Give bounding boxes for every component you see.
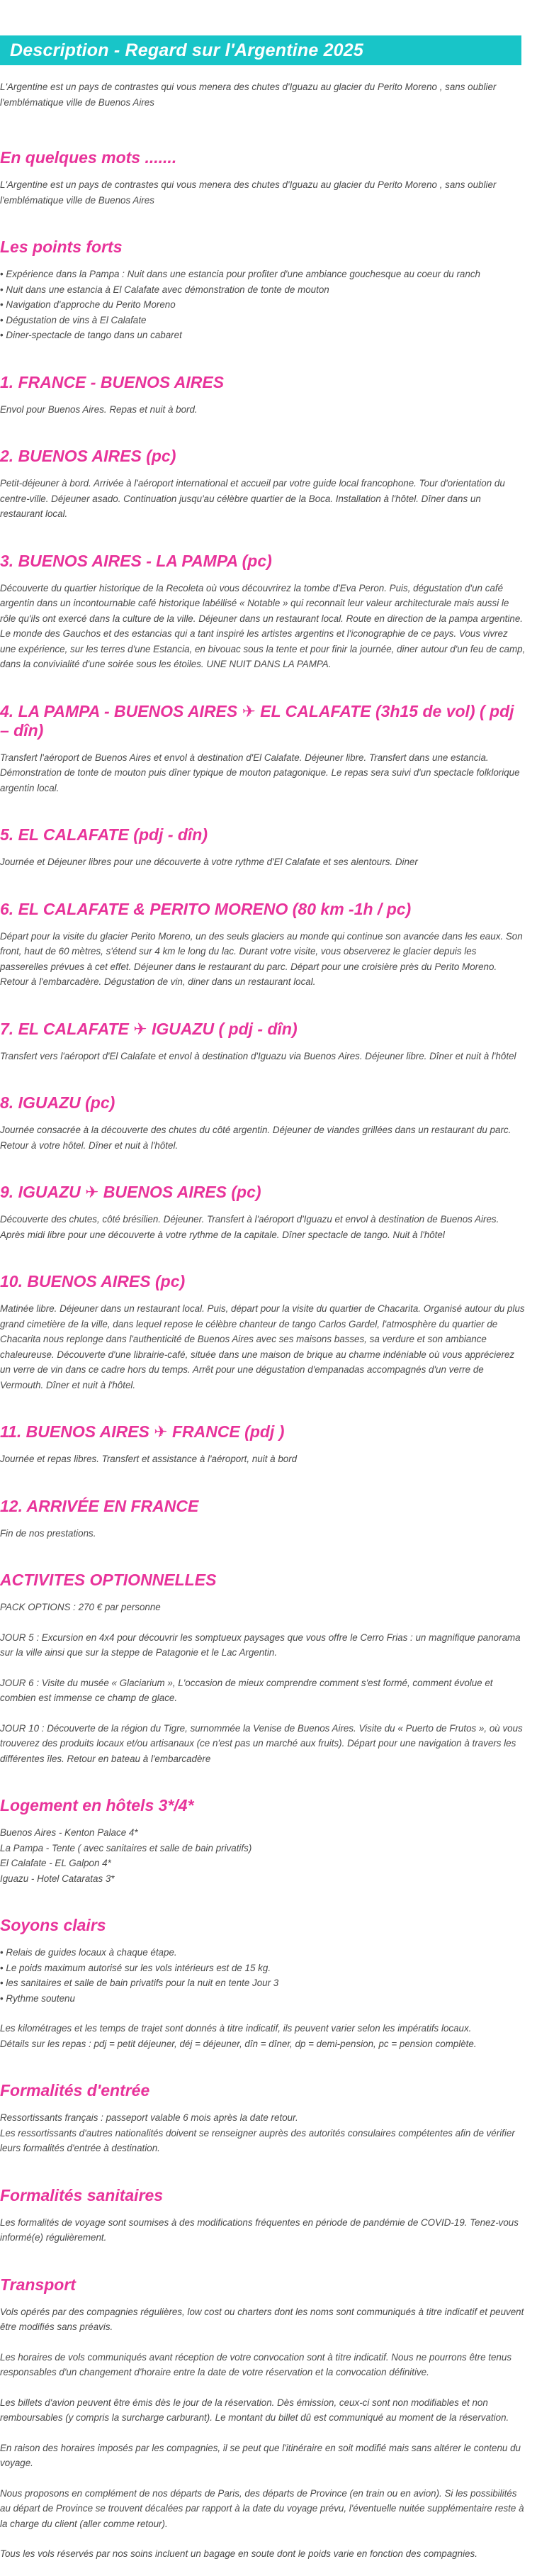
- logement-line: Buenos Aires - Kenton Palace 4*: [0, 1827, 138, 1838]
- section-title-points-forts: Les points forts: [0, 238, 123, 256]
- day-text: Transfert vers l'aéroport d'El Calafate et envol à destination d'Iguazu via Buenos Aires. Déjeuner libre. Dîner et nuit à l'hôtel: [0, 1050, 516, 1061]
- list-item: • Rythme soutenu: [0, 1991, 526, 2007]
- formalites-sanitaires-text: Les formalités de voyage sont soumises à des modifications fréquentes en période de pandémie de COVID-19. Tenez-vous informé(e) régulièrement.: [0, 2217, 519, 2243]
- day-text: Petit-déjeuner à bord. Arrivée à l'aéroport international et accueil par votre guide local francophone. Tour d'orientation du centre-ville. Déjeuner asado. Continuation jusqu'au célèbre quartier de la Boca. Installation à l'hôtel. Dîner dans un restaurant local.: [0, 478, 505, 519]
- title-banner: [0, 35, 521, 65]
- transport-paragraph: Les billets d'avion peuvent être émis dès le jour de la réservation. Dès émission, ceux-ci sont non modifiables et non remboursables (y compris la surcharge carburant). Le montant du billet dû est communiqué au moment de la réservation.: [0, 2397, 509, 2423]
- list-item: • Expérience dans la Pampa : Nuit dans une estancia pour profiter d'une ambiance gouchesque au coeur du ranch: [0, 267, 526, 282]
- day-title: 4. LA PAMPA - BUENOS AIRES ✈ EL CALAFATE (3h15 de vol) ( pdj – dîn): [0, 701, 514, 740]
- section-title-formalites-sanitaires: Formalités sanitaires: [0, 2185, 164, 2204]
- day-text: Découverte du quartier historique de la Recoleta où vous découvrirez la tombe d'Eva Peron. Puis, dégustation d'un café argentin dans un incontournable café historique labéllisé « Notable » qui reconnait leur valeur architecturale mais aussi le rôle qu'ils ont exercé dans la culture de la ville. Déjeuner dans un restaurant local. Route en direction de la pampa argentine. Le monde des Gauchos et des estancias qui a tant inspiré les artistes argentins et l'iconographie de ce pays. Vous vivrez une expérience, sur les terres d'une Estancia, en bivouac sous la tente et pour finir la journée, diner autour d'un feu de camp, dans la convivialité d'une soirée sous les étoiles. UNE NUIT DANS LA PAMPA.: [0, 582, 526, 669]
- day-title: 9. IGUAZU ✈ BUENOS AIRES (pc): [0, 1183, 261, 1201]
- day-title: 11. BUENOS AIRES ✈ FRANCE (pdj ): [0, 1422, 285, 1441]
- day-text: Journée et Déjeuner libres pour une découverte à votre rythme d'El Calafate et ses alentours. Diner: [0, 857, 418, 867]
- section-title-transport: Transport: [0, 2275, 76, 2294]
- transport-paragraph: Tous les vols réservés par nos soins incluent un bagage en soute dont le poids varie en fonction des compagnies.: [0, 2548, 477, 2559]
- activite-item: JOUR 10 : Découverte de la région du Tigre, surnommée la Venise de Buenos Aires. Visite du « Puerto de Frutos », où vous trouverez des produits locaux et/ou artisanaux (ce n'est pas un marché aux fruits). Départ pour une navigation à travers les différentes îles. Retour en bateau à l'embarcadère: [0, 1722, 523, 1764]
- section-title-formalites-entree: Formalités d'entrée: [0, 2081, 150, 2100]
- points-forts-list: [0, 267, 526, 343]
- day-text: Matinée libre. Déjeuner dans un restaurant local. Puis, départ pour la visite du quartier de Chacarita. Organisé autour du plus grand cimetière de la ville, dans lequel repose le célèbre chanteur de tango Carlos Gardel, l'atmosphère du quartier de Chacarita nous replonge dans l'authenticité de Buenos Aires avec ses maisons basses, sa verdure et son ambiance chaleureuse. Découverte d'une librairie-café, située dans une maison de brique au charme indéniable où vous apprécierez un verre de vin dans ce cadre hors du temps. Arrêt pour une dégustation d'empanadas accompagnés d'un verre de Vermouth. Dîner et nuit à l'hôtel.: [0, 1303, 525, 1390]
- day-title: 8. IGUAZU (pc): [0, 1093, 115, 1112]
- formalites-entree-line: Ressortissants français : passeport valable 6 mois après la date retour.: [0, 2112, 298, 2123]
- soyons-clairs-list: [0, 1945, 526, 2006]
- section-title-en-quelques-mots: En quelques mots .......: [0, 148, 177, 167]
- formalites-entree-line: Les ressortissants d'autres nationalités doivent se renseigner auprès des autorités consulaires compétentes afin de vérifier leurs formalités d'entrée à destination.: [0, 2127, 515, 2153]
- day-text: Fin de nos prestations.: [0, 1527, 96, 1539]
- repas-note: Détails sur les repas : pdj = petit déjeuner, déj = déjeuner, dîn = dîner, dp = demi-pension, pc = pension complète.: [0, 2038, 477, 2049]
- day-title: 5. EL CALAFATE (pdj - dîn): [0, 825, 208, 844]
- transport-paragraph: Vols opérés par des compagnies régulières, low cost ou charters dont les noms sont communiqués à titre indicatif et peuvent être modifiés sans préavis.: [0, 2306, 524, 2332]
- section-title-logement: Logement en hôtels 3*/4*: [0, 1796, 194, 1814]
- list-item: • Navigation d'approche du Perito Moreno: [0, 297, 526, 313]
- logement-line: Iguazu - Hotel Cataratas 3*: [0, 1873, 115, 1884]
- day-title: 1. FRANCE - BUENOS AIRES: [0, 372, 225, 391]
- activite-item: JOUR 5 : Excursion en 4x4 pour découvrir les somptueux paysages que vous offre le Cerro Frias : un magnifique panorama sur la ville ainsi que sur la steppe de Patagonie et le Lac Argentin.: [0, 1632, 521, 1658]
- list-item: • Le poids maximum autorisé sur les vols intérieurs est de 15 kg.: [0, 1961, 526, 1976]
- list-item: • les sanitaires et salle de bain privatifs pour la nuit en tente Jour 3: [0, 1975, 526, 1991]
- list-item: • Nuit dans une estancia à El Calafate avec démonstration de tonte de mouton: [0, 282, 526, 298]
- content: [0, 79, 537, 2562]
- day-title: 10. BUENOS AIRES (pc): [0, 1272, 186, 1290]
- day-text: Envol pour Buenos Aires. Repas et nuit à bord.: [0, 403, 198, 415]
- logement-line: El Calafate - EL Galpon 4*: [0, 1858, 111, 1868]
- transport-paragraph: En raison des horaires imposés par les compagnies, il se peut que l'itinéraire en soit modifié mais sans altérer le contenu du voyage.: [0, 2442, 521, 2468]
- day-text: Journée consacrée à la découverte des chutes du côté argentin. Déjeuner de viandes grillées dans un restaurant du parc. Retour à votre hôtel. Dîner et nuit à l'hôtel.: [0, 1125, 511, 1151]
- day-text: Journée et repas libres. Transfert et assistance à l'aéroport, nuit à bord: [0, 1454, 298, 1464]
- list-item: • Diner-spectacle de tango dans un cabaret: [0, 328, 526, 343]
- section-title-activites: ACTIVITES OPTIONNELLES: [0, 1571, 217, 1589]
- kilometrage-note: Les kilométrages et les temps de trajet sont donnés à titre indicatif, ils peuvent varier selon les impératifs locaux.: [0, 2023, 472, 2034]
- day-text: Départ pour la visite du glacier Perito Moreno, un des seuls glaciers au monde qui continue son avancée dans les eaux. Son front, haut de 60 mètres, s'étend sur 4 km le long du lac. Durant votre visite, vous observerez le glacier depuis les passerelles prévues à cet effet. Déjeuner dans le restaurant du parc. Départ pour une croisière près du Perito Moreno. Retour à l'embarcadère. Dégustation de vin, diner dans un restaurant local.: [0, 930, 523, 987]
- page-title: Description - Regard sur l'Argentine 2025: [10, 40, 363, 60]
- day-title: 12. ARRIVÉE EN FRANCE: [0, 1496, 199, 1515]
- day-title: 6. EL CALAFATE & PERITO MORENO (80 km -1h / pc): [0, 899, 412, 918]
- day-title: 7. EL CALAFATE ✈ IGUAZU ( pdj - dîn): [0, 1019, 298, 1038]
- pack-options-text: PACK OPTIONS : 270 € par personne: [0, 1602, 161, 1612]
- day-title: 2. BUENOS AIRES (pc): [0, 447, 176, 465]
- list-item: • Dégustation de vins à El Calafate: [0, 313, 526, 328]
- day-title: 3. BUENOS AIRES - LA PAMPA (pc): [0, 551, 272, 570]
- logement-line: La Pampa - Tente ( avec sanitaires et salle de bain privatifs): [0, 1842, 252, 1853]
- transport-paragraph: Nous proposons en complément de nos départs de Paris, des départs de Province (en train ou en avion). Si les possibilités au départ de Province se trouvent décalées par rapport à la date du voyage prévu, l'éventuelle nuitée supplémentaire reste à la charge du client (aller comme retour).: [0, 2487, 524, 2529]
- en-quelques-mots-text: L'Argentine est un pays de contrastes qui vous menera des chutes d'Iguazu au glacier du Perito Moreno , sans oublier l'emblématique ville de Buenos Aires: [0, 179, 497, 206]
- transport-paragraph: Les horaires de vols communiqués avant réception de votre convocation sont à titre indicatif. Nous ne pourrons être tenus responsables d'un changement d'horaire entre la date de votre réservation et la convocation définitive.: [0, 2351, 512, 2377]
- day-text: Découverte des chutes, côté brésilien. Déjeuner. Transfert à l'aéroport d'Iguazu et envol à destination de Buenos Aires. Après midi libre pour une découverte à votre rythme de la capitale. Dîner spectacle de tango. Nuit à l'hôtel: [0, 1214, 499, 1240]
- activite-item: JOUR 6 : Visite du musée « Glaciarium », L'occasion de mieux comprendre comment s'est formé, comment évolue et combien est immense ce champ de glace.: [0, 1677, 493, 1703]
- intro-text: L'Argentine est un pays de contrastes qui vous menera des chutes d'Iguazu au glacier du Perito Moreno , sans oublier l'emblématique ville de Buenos Aires: [0, 82, 497, 108]
- list-item: • Relais de guides locaux à chaque étape.: [0, 1945, 526, 1961]
- section-title-soyons-clairs: Soyons clairs: [0, 1916, 106, 1934]
- day-text: Transfert l'aéroport de Buenos Aires et envol à destination d'El Calafate. Déjeuner libre. Transfert dans une estancia. Démonstration de tonte de mouton puis dîner typique de mouton patagonique. Le repas sera suivi d'un spectacle folklorique argentin local.: [0, 752, 520, 793]
